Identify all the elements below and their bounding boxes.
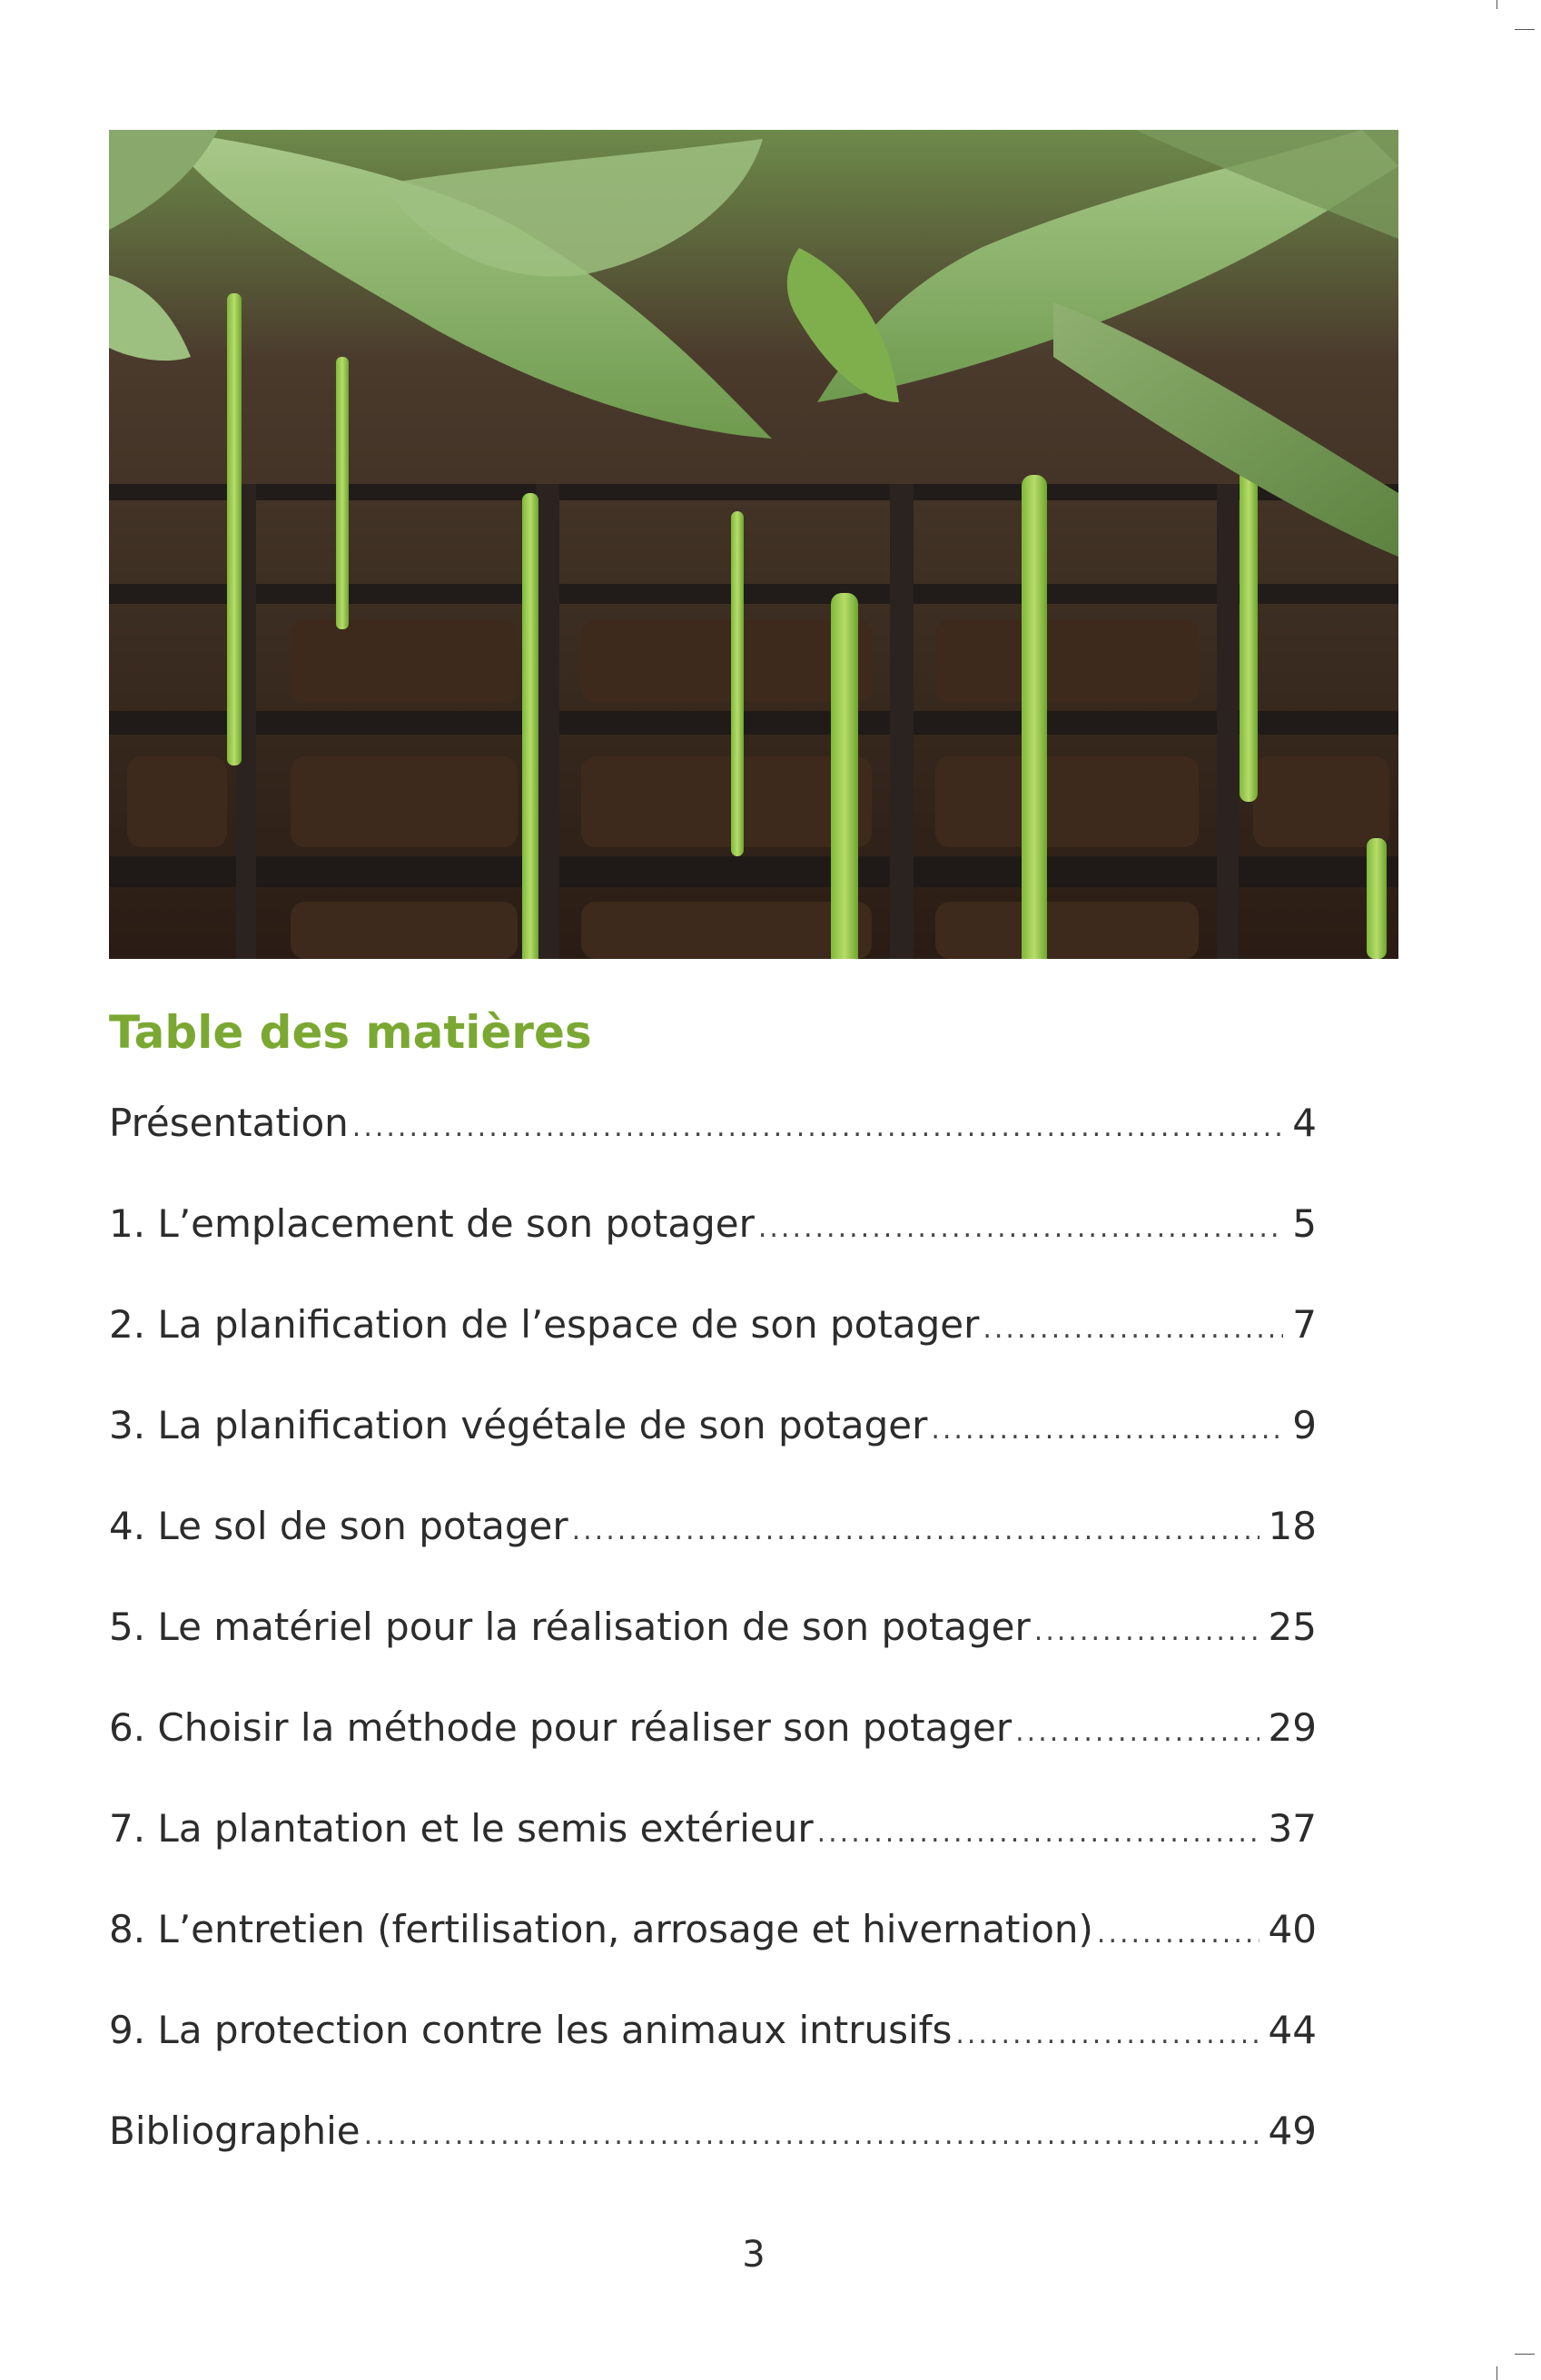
toc-entry-page: 40 <box>1268 1907 1317 1951</box>
dot-leader <box>572 1504 1259 1558</box>
toc-entry-label: 4. Le sol de son potager <box>109 1504 568 1548</box>
table-of-contents <box>109 1096 1317 2205</box>
toc-entry-page: 29 <box>1268 1705 1317 1750</box>
toc-entry[interactable] <box>109 1802 1317 1902</box>
toc-entry-label: 7. La plantation et le semis extérieur <box>109 1806 814 1851</box>
toc-entry-page: 25 <box>1268 1605 1317 1649</box>
toc-entry-page: 37 <box>1268 1806 1317 1851</box>
dot-leader <box>352 1101 1283 1155</box>
toc-entry-label: 8. L’entretien (fertilisation, arrosage et hivernation) <box>109 1907 1093 1951</box>
dot-leader <box>364 2108 1259 2163</box>
toc-entry-page: 49 <box>1268 2108 1317 2153</box>
dot-leader <box>983 1302 1283 1357</box>
toc-entry[interactable] <box>109 2104 1317 2205</box>
toc-entry-label: 3. La planification végétale de son potager <box>109 1403 928 1447</box>
toc-entry[interactable] <box>109 1902 1317 2003</box>
page-number: 3 <box>742 2234 766 2276</box>
toc-entry[interactable] <box>109 1701 1317 1802</box>
dot-leader <box>758 1201 1283 1256</box>
toc-entry-label: Bibliographie <box>109 2108 361 2153</box>
toc-entry[interactable] <box>109 1096 1317 1197</box>
toc-entry-page: 7 <box>1292 1302 1317 1347</box>
toc-entry-label: 1. L’emplacement de son potager <box>109 1201 755 1246</box>
toc-entry-page: 9 <box>1292 1403 1317 1447</box>
toc-entry-label: 9. La protection contre les animaux intrusifs <box>109 2008 953 2052</box>
toc-entry[interactable] <box>109 1197 1317 1298</box>
toc-entry-label: 2. La planification de l’espace de son potager <box>109 1302 980 1347</box>
dot-leader <box>1097 1907 1259 1961</box>
toc-entry-page: 4 <box>1292 1101 1317 1145</box>
toc-entry-page: 5 <box>1292 1201 1317 1246</box>
toc-entry-page: 18 <box>1268 1504 1317 1548</box>
toc-entry-page: 44 <box>1268 2008 1317 2052</box>
dot-leader <box>931 1403 1283 1457</box>
toc-entry[interactable] <box>109 1600 1317 1701</box>
toc-entry-label: Présentation <box>109 1101 349 1145</box>
seedlings-photo <box>109 130 1398 959</box>
dot-leader <box>955 2008 1259 2062</box>
dot-leader <box>1034 1605 1259 1659</box>
toc-entry-label: 6. Choisir la méthode pour réaliser son potager <box>109 1705 1013 1750</box>
toc-entry[interactable] <box>109 1499 1317 1600</box>
toc-entry[interactable] <box>109 2003 1317 2104</box>
toc-entry[interactable] <box>109 1398 1317 1499</box>
dot-leader <box>1015 1705 1259 1760</box>
dot-leader <box>817 1806 1259 1861</box>
toc-entry-label: 5. Le matériel pour la réalisation de son potager <box>109 1605 1031 1649</box>
page-title: Table des matières <box>109 1006 592 1059</box>
toc-entry[interactable] <box>109 1298 1317 1398</box>
crop-mark <box>1515 2354 1535 2355</box>
crop-mark <box>1515 29 1535 30</box>
